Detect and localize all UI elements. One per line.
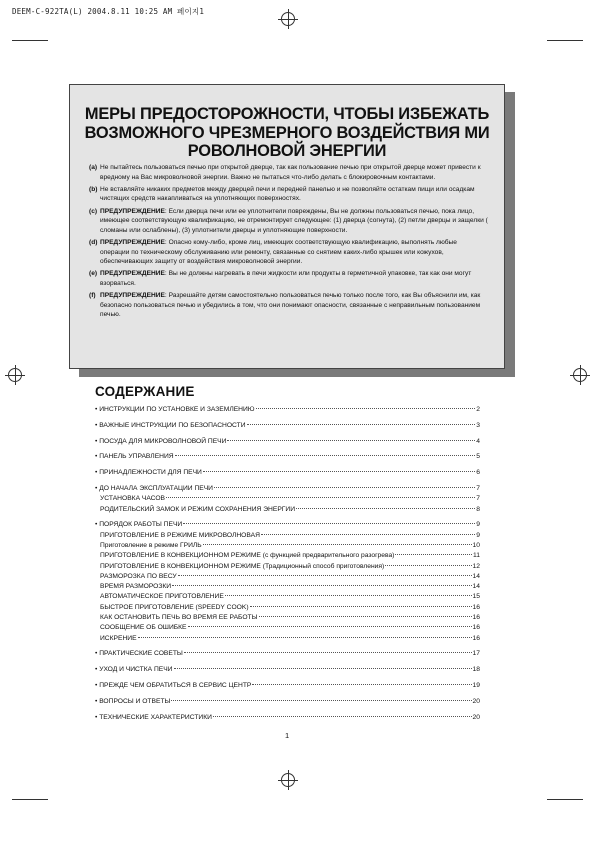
toc-leader-dots — [385, 565, 471, 566]
toc-entry[interactable] — [95, 506, 480, 516]
toc-entry-title: • ПРЕЖДЕ ЧЕМ ОБРАТИТЬСЯ В СЕРВИС ЦЕНТР — [95, 682, 252, 690]
toc-entry[interactable] — [95, 495, 480, 505]
crop-mark — [12, 40, 48, 41]
toc-leader-dots — [225, 595, 472, 596]
toc-leader-dots — [188, 626, 472, 627]
crop-mark — [12, 799, 48, 800]
warning-item — [89, 269, 488, 288]
toc-entry[interactable] — [95, 698, 480, 708]
warning-title: МЕРЫ ПРЕДОСТОРОЖНОСТИ, ЧТОБЫ ИЗБЕЖАТЬ ВОЗМОЖНОГО ЧРЕЗМЕРНОГО ВОЗДЕЙСТВИЯ МИ РОВОЛНОВОЙ ЭНЕРГИИ — [84, 105, 490, 160]
toc-leader-dots — [183, 523, 475, 524]
toc-leader-dots — [184, 652, 472, 653]
warning-keyword: ПРЕДУПРЕЖДЕНИЕ — [100, 270, 165, 278]
toc-entry-page: 6 — [476, 469, 480, 477]
toc-entry[interactable] — [95, 438, 480, 448]
toc-entry-title: • ДО НАЧАЛА ЭКСПЛУАТАЦИИ ПЕЧИ — [95, 484, 213, 492]
toc-entry-title: РОДИТЕЛЬСКИЙ ЗАМОК И РЕЖИМ СОХРАНЕНИЯ ЭНЕРГИИ — [100, 505, 296, 513]
toc-leader-dots — [261, 534, 475, 535]
warning-item-label: (f) — [89, 292, 96, 300]
toc-entry-title: • ПОСУДА ДЛЯ МИКРОВОЛНОВОЙ ПЕЧИ — [95, 437, 227, 445]
toc-entry[interactable] — [95, 453, 480, 463]
table-of-contents — [95, 406, 480, 724]
toc-leader-dots — [172, 585, 471, 586]
toc-entry-title: • ПАНЕЛЬ УПРАВЛЕНИЯ — [95, 453, 174, 461]
toc-entry[interactable] — [95, 614, 480, 624]
toc-entry-title: • УХОД И ЧИСТКА ПЕЧИ — [95, 666, 173, 674]
toc-entry-page: 7 — [476, 484, 480, 492]
toc-leader-dots — [252, 684, 471, 685]
toc-entry[interactable] — [95, 552, 480, 562]
toc-entry-title: ВРЕМЯ РАЗМОРОЗКИ — [100, 583, 172, 591]
toc-leader-dots — [178, 575, 472, 576]
toc-entry-page: 14 — [472, 572, 480, 580]
toc-entry[interactable] — [95, 666, 480, 676]
toc-entry-page: 2 — [476, 406, 480, 413]
registration-mark-icon — [573, 368, 587, 382]
print-header: DEEM-C-922TA(L) 2004.8.11 10:25 AM 페이지1 — [12, 7, 205, 16]
toc-entry-title: • ИНСТРУКЦИИ ПО УСТАНОВКЕ И ЗАЗЕМЛЕНИЮ — [95, 406, 255, 413]
crop-mark — [547, 40, 583, 41]
toc-leader-dots — [214, 487, 475, 488]
toc-entry[interactable] — [95, 593, 480, 603]
registration-mark-icon — [8, 368, 22, 382]
toc-entry-title: Приготовление в режиме ГРИЛЬ — [100, 541, 202, 549]
warning-keyword: ПРЕДУПРЕЖДЕНИЕ — [100, 207, 165, 215]
warning-box — [69, 84, 505, 369]
toc-entry-title: • ВАЖНЫЕ ИНСТРУКЦИИ ПО БЕЗОПАСНОСТИ — [95, 421, 246, 429]
toc-leader-dots — [247, 424, 476, 425]
toc-entry[interactable] — [95, 624, 480, 634]
toc-leader-dots — [250, 606, 472, 607]
warning-item-text: Не вставляйте никаких предметов между дверцей печи и передней панелью и не позволяйте остаткам пищи или осадкам чистящих средств накапливаться на уплотняющих поверхностях. — [100, 185, 475, 203]
toc-leader-dots — [175, 455, 476, 456]
toc-title: СОДЕРЖАНИЕ — [95, 384, 195, 399]
toc-entry[interactable] — [95, 650, 480, 660]
warning-item — [89, 185, 488, 204]
toc-entry[interactable] — [95, 542, 480, 552]
toc-entry[interactable] — [95, 469, 480, 479]
page-number: 1 — [285, 731, 290, 740]
crop-mark — [547, 799, 583, 800]
toc-entry-title: • ВОПРОСЫ И ОТВЕТЫ — [95, 697, 171, 705]
toc-entry[interactable] — [95, 406, 480, 416]
toc-entry-page: 17 — [472, 650, 480, 658]
toc-entry-title: СООБЩЕНИЕ ОБ ОШИБКЕ — [100, 624, 187, 632]
warning-item-text: : Опасно кому-либо, кроме лиц, имеющих соответствующую квалификацию, выполнять любые операции по техническому обслуживанию или ремонту, связанные со снятием каких-либо крышек или кожухов, обеспечивающих защиту от воздействия микроволновой энергии. — [100, 238, 457, 266]
toc-entry-page: 16 — [472, 603, 480, 611]
warning-item-label: (a) — [89, 164, 98, 171]
warning-item — [89, 238, 488, 267]
toc-entry-title: ПРИГОТОВЛЕНИЕ В КОНВЕКЦИОННОМ РЕЖИМЕ (Традиционный способ приготовления) — [100, 562, 385, 570]
toc-entry-page: 8 — [476, 505, 480, 513]
toc-entry-page: 16 — [472, 624, 480, 632]
warning-item-label: (d) — [89, 238, 98, 246]
warning-keyword: ПРЕДУПРЕЖДЕНИЕ — [100, 238, 165, 246]
toc-leader-dots — [213, 716, 472, 717]
warning-item-text: : Если дверца печи или ее уплотнители повреждены, Вы не должны пользоваться печью, пока лицо, имеющее соответствующую квалификацию, не отремонтирует следующее: (1) дверца (согнута), (2) петли дверцы и защелки ( сломаны или ослаблены), (3) уплотнители дверцы и уплотняющие поверхности. — [100, 207, 488, 234]
toc-entry-title: • ПОРЯДОК РАБОТЫ ПЕЧИ — [95, 521, 183, 529]
toc-entry[interactable] — [95, 532, 480, 542]
warning-item-label: (c) — [89, 207, 98, 215]
toc-entry[interactable] — [95, 485, 480, 495]
toc-entry[interactable] — [95, 604, 480, 614]
toc-leader-dots — [166, 497, 475, 498]
toc-leader-dots — [171, 700, 471, 701]
toc-entry-page: 19 — [472, 682, 480, 690]
registration-mark-icon — [281, 12, 295, 26]
toc-entry-page: 11 — [473, 552, 480, 560]
toc-entry-page: 9 — [476, 521, 480, 529]
toc-entry-page: 12 — [472, 562, 480, 570]
toc-leader-dots — [203, 471, 475, 472]
toc-entry[interactable] — [95, 422, 480, 432]
toc-entry-title: • ТЕХНИЧЕСКИЕ ХАРАКТЕРИСТИКИ — [95, 713, 212, 721]
warning-item-text: Не пытайтесь пользоваться печью при открытой дверце, так как пользование печью при открытой дверце может привести к вредному на Вас микроволновой энергии. Важно не пытаться что-либо делать с блокировочным контактами. — [100, 164, 481, 181]
toc-leader-dots — [203, 544, 472, 545]
toc-entry-title: КАК ОСТАНОВИТЬ ПЕЧЬ ВО ВРЕМЯ ЕЕ РАБОТЫ — [100, 614, 258, 622]
warning-item — [89, 291, 488, 320]
toc-entry-title: ПРИГОТОВЛЕНИЕ В РЕЖИМЕ МИКРОВОЛНОВАЯ — [100, 531, 260, 539]
toc-entry-title: РАЗМОРОЗКА ПО ВЕСУ — [100, 572, 177, 580]
toc-entry-page: 20 — [472, 697, 480, 705]
toc-entry-title: ПРИГОТОВЛЕНИЕ В КОНВЕКЦИОННОМ РЕЖИМЕ (с функцией предварительного разогрева) — [100, 552, 395, 560]
toc-entry-page: 20 — [472, 713, 480, 721]
toc-entry[interactable] — [95, 563, 480, 573]
toc-leader-dots — [174, 668, 472, 669]
toc-entry-page: 4 — [476, 437, 480, 445]
toc-entry-title: УСТАНОВКА ЧАСОВ — [100, 495, 165, 503]
toc-leader-dots — [395, 554, 472, 555]
warning-item-label: (b) — [89, 185, 98, 193]
toc-entry-page: 16 — [472, 614, 480, 622]
toc-entry-page: 18 — [472, 666, 480, 674]
warning-item — [89, 207, 488, 236]
toc-entry-page: 9 — [476, 531, 480, 539]
toc-entry[interactable] — [95, 573, 480, 583]
toc-leader-dots — [259, 616, 472, 617]
toc-entry-title: ИСКРЕНИЕ — [100, 634, 137, 642]
warning-keyword: ПРЕДУПРЕЖДЕНИЕ — [100, 292, 165, 300]
toc-entry[interactable] — [95, 521, 480, 531]
toc-leader-dots — [256, 408, 476, 409]
warning-item-label: (e) — [89, 270, 98, 278]
toc-entry-page: 16 — [472, 634, 480, 642]
warning-item — [89, 163, 488, 182]
warning-items — [89, 163, 488, 322]
toc-entry-page: 7 — [476, 495, 480, 503]
warning-item-text: : Разрешайте детям самостоятельно пользоваться печью только после того, как Вы объяснили им, как безопасно пользоваться печью и убедились в том, что они понимают опасности, связанные с неправильным пользованием печью. — [100, 292, 481, 319]
toc-entry-page: 5 — [476, 453, 480, 461]
toc-entry-title: • ПРИНАДЛЕЖНОСТИ ДЛЯ ПЕЧИ — [95, 469, 202, 477]
warning-item-text: : Вы не должны нагревать в печи жидкости или продукты в герметичной упаковке, так как они могут взорваться. — [100, 270, 472, 287]
toc-entry-page: 15 — [472, 593, 480, 601]
registration-mark-icon — [281, 773, 295, 787]
toc-entry[interactable] — [95, 714, 480, 724]
toc-entry[interactable] — [95, 682, 480, 692]
toc-entry-title: БЫСТРОЕ ПРИГОТОВЛЕНИЕ (SPEEDY COOK) — [100, 603, 249, 611]
toc-entry[interactable] — [95, 635, 480, 645]
toc-leader-dots — [227, 440, 475, 441]
toc-entry-title: АВТОМАТИЧЕСКОЕ ПРИГОТОВЛЕНИЕ — [100, 593, 224, 601]
toc-entry-page: 14 — [472, 583, 480, 591]
toc-entry-title: • ПРАКТИЧЕСКИЕ СОВЕТЫ — [95, 650, 183, 658]
toc-entry-page: 10 — [472, 541, 480, 549]
toc-entry[interactable] — [95, 583, 480, 593]
toc-entry-page: 3 — [476, 421, 480, 429]
toc-leader-dots — [296, 508, 475, 509]
toc-leader-dots — [138, 637, 472, 638]
